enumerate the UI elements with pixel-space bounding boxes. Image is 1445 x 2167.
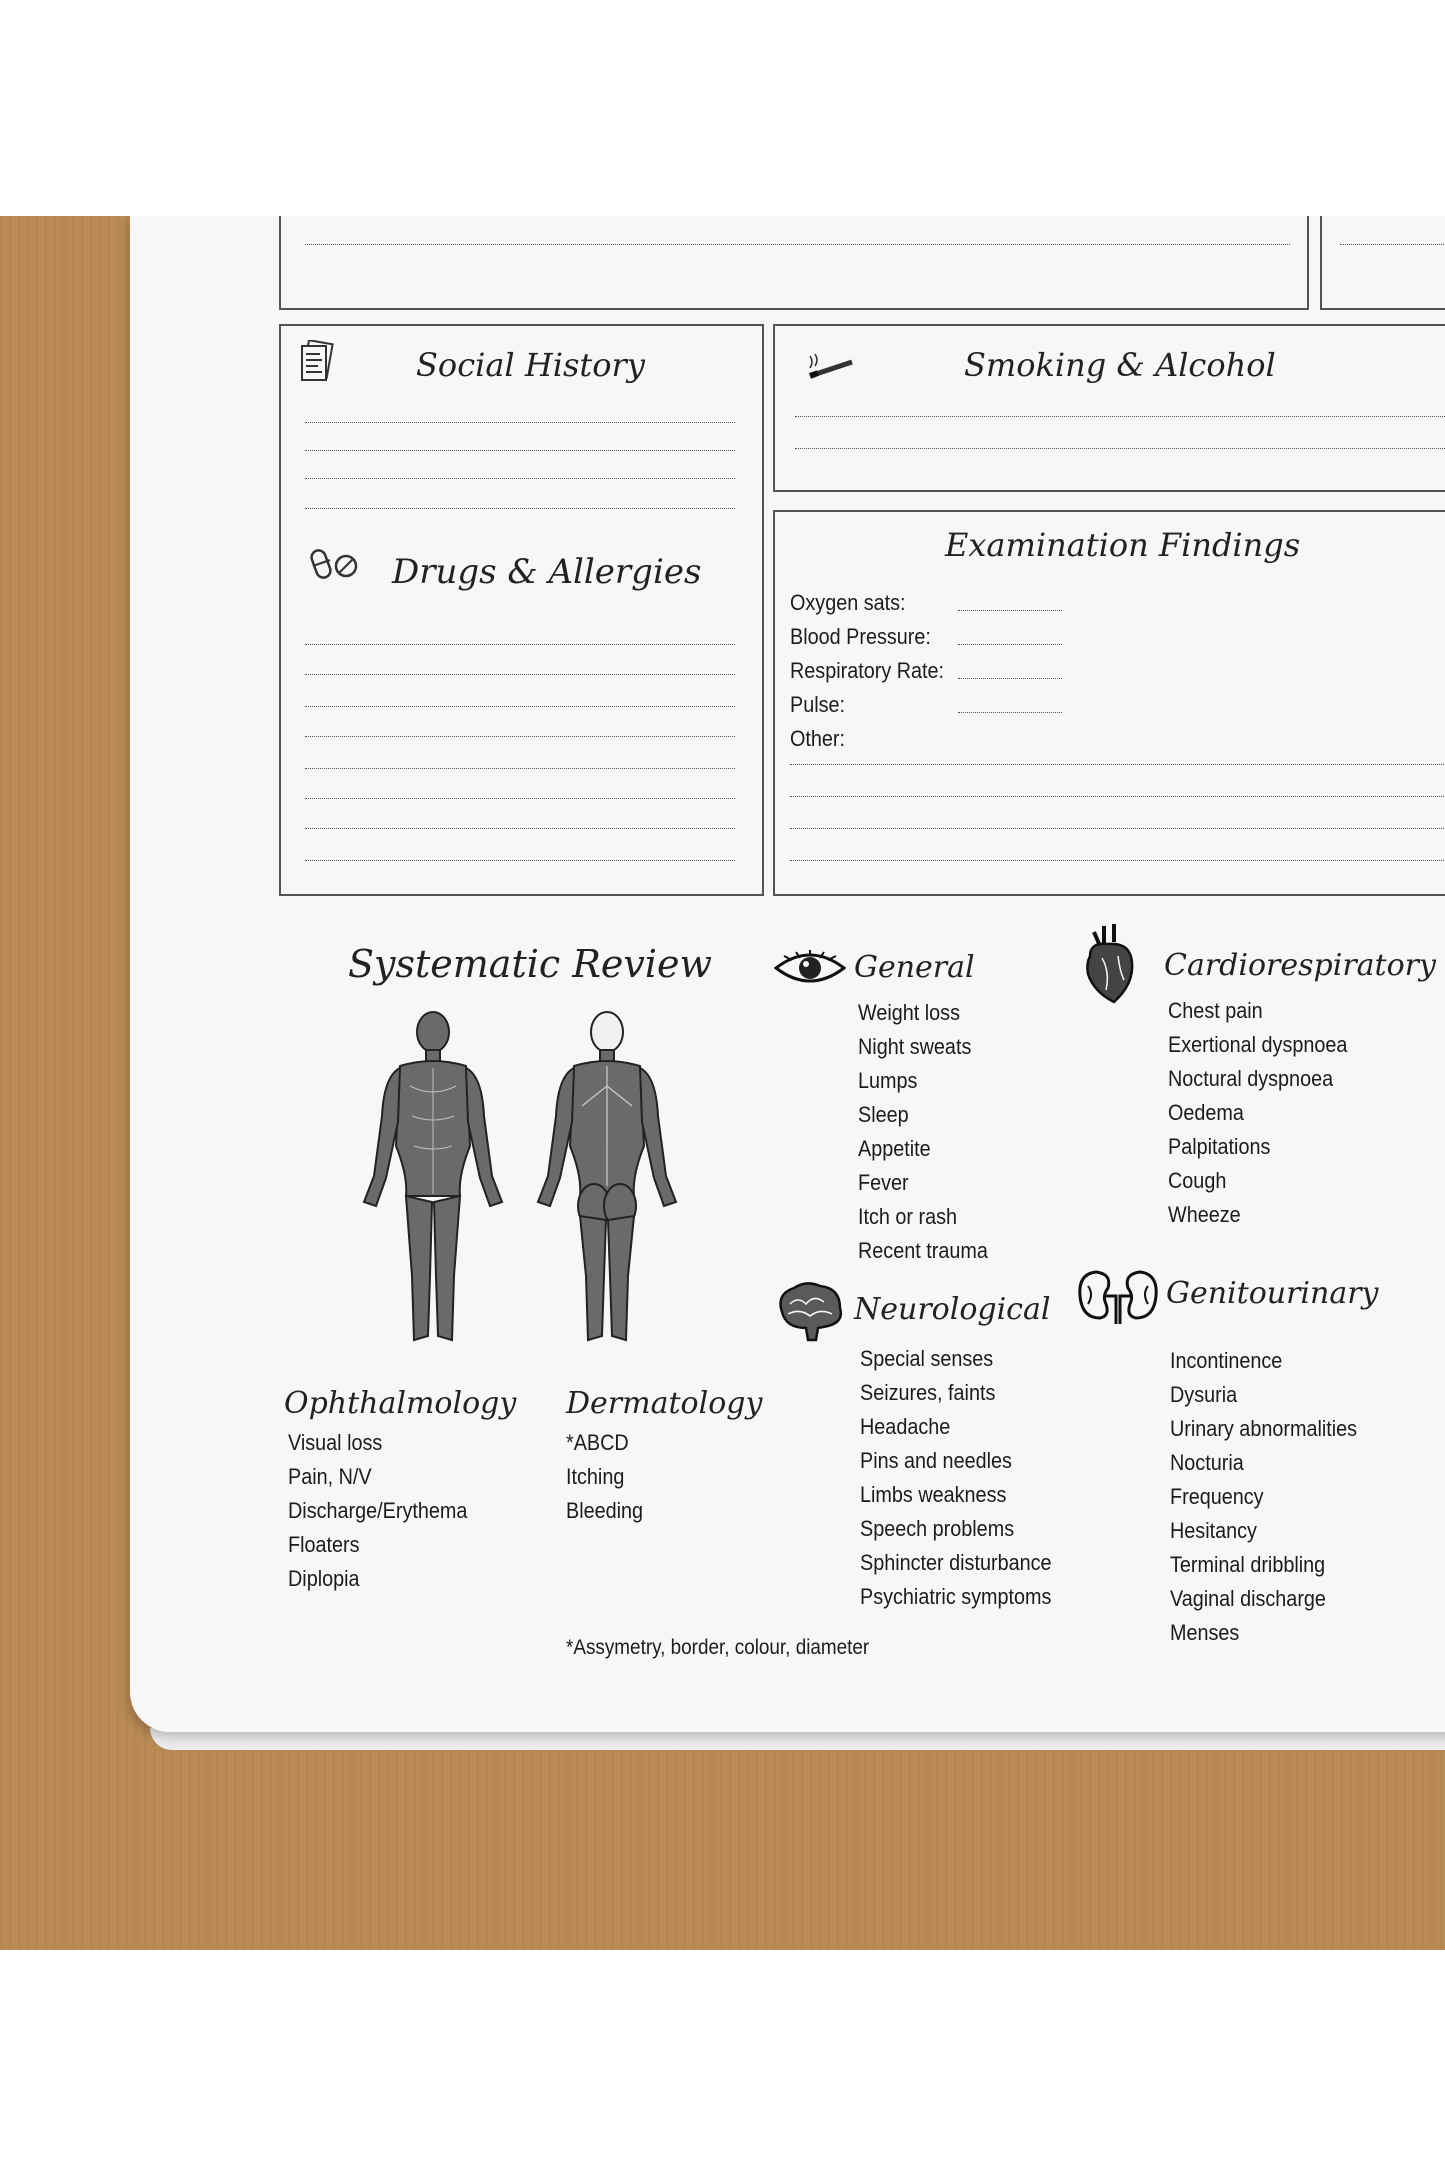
list-item: Wheeze (1168, 1202, 1241, 1227)
form-sheet (130, 216, 1445, 1732)
list-item: Night sweats (858, 1034, 972, 1059)
drugs-allergies-line (305, 736, 735, 737)
drugs-allergies-line (305, 644, 735, 645)
list-item: Discharge/Erythema (288, 1498, 468, 1523)
photo-background (0, 216, 1445, 1950)
list-item: Speech problems (860, 1516, 1015, 1541)
kidneys-icon (1076, 1266, 1160, 1326)
list-item: Pins and needles (860, 1448, 1012, 1473)
eye-icon (774, 950, 846, 986)
exam-blank-respiratory-rate (958, 678, 1062, 679)
exam-field-respiratory-rate: Respiratory Rate: (790, 658, 945, 683)
list-item: Dysuria (1170, 1382, 1238, 1407)
previous-section-box (279, 216, 1309, 310)
neurological-list (860, 1342, 1073, 1614)
social-history-title: Social History (416, 346, 645, 384)
cardiorespiratory-list (1168, 994, 1367, 1232)
document-icon (300, 340, 334, 384)
social-history-box (279, 324, 764, 896)
exam-field-pulse: Pulse: (790, 692, 846, 717)
social-history-line (305, 450, 735, 451)
cardiorespiratory-title: Cardiorespiratory (1164, 948, 1436, 983)
list-item: Cough (1168, 1168, 1227, 1193)
anatomy-front-figure-icon (348, 1006, 518, 1356)
examination-title: Examination Findings (945, 526, 1301, 564)
genitourinary-title: Genitourinary (1166, 1276, 1379, 1311)
exam-other-line (790, 796, 1445, 797)
exam-other-line (790, 828, 1445, 829)
list-item: Seizures, faints (860, 1380, 996, 1405)
cigarette-icon (806, 352, 856, 382)
list-item: Itch or rash (858, 1204, 958, 1229)
brain-icon (774, 1280, 846, 1342)
exam-blank-blood-pressure (958, 644, 1062, 645)
dermatology-footnote: *Assymetry, border, colour, diameter (566, 1636, 870, 1659)
list-item: Special senses (860, 1346, 994, 1371)
list-item: Bleeding (566, 1498, 644, 1523)
previous-section-line (305, 244, 1290, 245)
list-item: Recent trauma (858, 1238, 988, 1263)
list-item: Fever (858, 1170, 909, 1195)
list-item: Itching (566, 1464, 625, 1489)
list-item: Pain, N/V (288, 1464, 372, 1489)
heart-icon (1080, 922, 1140, 1006)
systematic-review-title: Systematic Review (348, 942, 712, 986)
drugs-allergies-line (305, 798, 735, 799)
exam-field-oxygen: Oxygen sats: (790, 590, 906, 615)
list-item: Sleep (858, 1102, 909, 1127)
list-item: Weight loss (858, 1000, 960, 1025)
drugs-allergies-line (305, 828, 735, 829)
drugs-allergies-line (305, 674, 735, 675)
genitourinary-list (1170, 1344, 1378, 1650)
list-item: Visual loss (288, 1430, 383, 1455)
list-item: Noctural dyspnoea (1168, 1066, 1334, 1091)
list-item: Urinary abnormalities (1170, 1416, 1358, 1441)
neurological-title: Neurological (854, 1292, 1051, 1327)
list-item: Floaters (288, 1532, 360, 1557)
list-item: Psychiatric symptoms (860, 1584, 1052, 1609)
ophthalmology-title: Ophthalmology (284, 1386, 517, 1421)
drugs-allergies-line (305, 860, 735, 861)
dermatology-title: Dermatology (566, 1386, 763, 1421)
drugs-allergies-line (305, 706, 735, 707)
drugs-allergies-title: Drugs & Allergies (392, 552, 702, 592)
exam-other-line (790, 860, 1445, 861)
list-item: Nocturia (1170, 1450, 1244, 1475)
list-item: *ABCD (566, 1430, 629, 1455)
list-item: Diplopia (288, 1566, 360, 1591)
list-item: Exertional dyspnoea (1168, 1032, 1348, 1057)
social-history-line (305, 508, 735, 509)
list-item: Vaginal discharge (1170, 1586, 1326, 1611)
general-title: General (854, 950, 975, 985)
list-item: Chest pain (1168, 998, 1263, 1023)
exam-field-other: Other: (790, 726, 846, 751)
list-item: Limbs weakness (860, 1482, 1007, 1507)
social-history-line (305, 478, 735, 479)
ophthalmology-list (288, 1426, 487, 1596)
list-item: Sphincter disturbance (860, 1550, 1052, 1575)
list-item: Frequency (1170, 1484, 1264, 1509)
exam-blank-pulse (958, 712, 1062, 713)
smoking-alcohol-line (795, 416, 1445, 417)
social-history-line (305, 422, 735, 423)
list-item: Incontinence (1170, 1348, 1283, 1373)
dermatology-list (566, 1426, 652, 1528)
exam-blank-oxygen (958, 610, 1062, 611)
pills-icon (310, 546, 360, 582)
list-item: Palpitations (1168, 1134, 1271, 1159)
list-item: Headache (860, 1414, 951, 1439)
list-item: Menses (1170, 1620, 1240, 1645)
previous-section-line-right (1340, 244, 1445, 245)
list-item: Terminal dribbling (1170, 1552, 1326, 1577)
list-item: Appetite (858, 1136, 931, 1161)
examination-box (773, 510, 1445, 896)
previous-section-box-right (1320, 216, 1445, 310)
drugs-allergies-line (305, 768, 735, 769)
exam-other-line (790, 764, 1445, 765)
smoking-alcohol-title: Smoking & Alcohol (964, 346, 1276, 384)
list-item: Oedema (1168, 1100, 1244, 1125)
general-list (858, 996, 1002, 1268)
smoking-alcohol-line (795, 448, 1445, 449)
exam-field-blood-pressure: Blood Pressure: (790, 624, 931, 649)
anatomy-back-figure-icon (522, 1006, 692, 1356)
list-item: Lumps (858, 1068, 918, 1093)
list-item: Hesitancy (1170, 1518, 1257, 1543)
